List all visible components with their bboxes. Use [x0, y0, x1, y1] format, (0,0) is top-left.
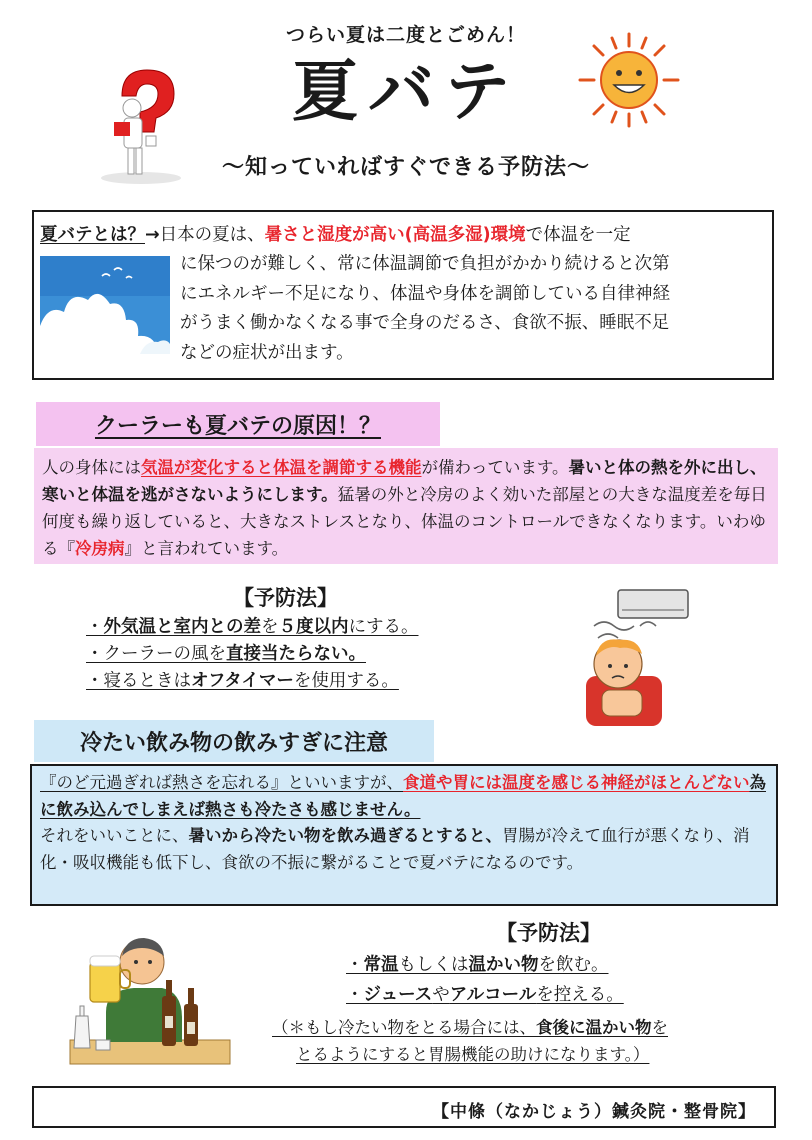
highlight-no-temperature-nerves: 食道や胃には温度を感じる神経がほとんどない: [403, 773, 750, 792]
cold-drinks-section-heading: 冷たい飲み物の飲みすぎに注意: [34, 720, 434, 762]
air-conditioner-cold-person-illustration: [580, 586, 692, 732]
question-mark-man-illustration: [92, 62, 190, 186]
cooler-section-heading: クーラーも夏バテの原因！？: [36, 402, 440, 446]
kicker-text: つらい夏は二度とごめん！: [285, 24, 526, 46]
prevention-2-title: 【予防法】: [496, 921, 601, 945]
highlight-body-temp-function: 気温が変化すると体温を調節する機能: [141, 458, 422, 477]
highlight-hot-humid: 暑さと湿度が高い(高温多湿)環境: [264, 225, 526, 245]
page-title: 夏バテ: [292, 53, 520, 130]
list-item: ・寝るときはオフタイマーを使用する。: [86, 671, 399, 691]
list-item: ・クーラーの風を直接当たらない。: [86, 644, 366, 664]
list-item: ・外気温と室内との差を５度以内にする。: [86, 617, 419, 637]
definition-label: 夏バテとは？: [40, 225, 145, 245]
list-item: ・常温もしくは温かい物を飲む。: [346, 955, 609, 975]
drinking-man-illustration: [66, 926, 236, 1068]
clinic-name: 【中條（なかじょう）鍼灸院・整骨院】: [432, 1102, 756, 1122]
arrow-icon: →: [145, 225, 160, 245]
prevention-1-title: 【予防法】: [233, 586, 338, 610]
definition-line-1: 夏バテとは？→日本の夏は、暑さと湿度が高い(高温多湿)環境で体温を一定: [40, 225, 631, 245]
prevention-1-list: [86, 614, 419, 695]
list-item: ・ジュースやアルコールを控える。: [346, 985, 624, 1005]
summer-fatigue-definition-box: [32, 210, 774, 380]
highlight-reibo-byo: 冷房病: [75, 539, 125, 558]
cooler-section-body: 人の身体には気温が変化すると体温を調節する機能が備わっています。暑いと体の熱を外に出し、寒いと体温を逃がさないようにします。猛暑の外と冷房のよく効いた部屋との大きな温度差を毎日何度も繰り返していると、大きなストレスとなり、体温のコントロールできなくなります。いわゆる『冷房病』と言われています。: [34, 448, 778, 564]
prevention-2-list: [346, 950, 624, 1010]
sky-clouds-illustration: [40, 256, 170, 354]
smiling-sun-illustration: [574, 30, 684, 130]
page-subtitle: ～知っていればすぐできる予防法～: [221, 155, 590, 180]
clinic-footer: [32, 1086, 776, 1128]
definition-body: に保つのが難しく、常に体温調節で負担がかかり続けると次第 にエネルギー不足になり、体温や身体を調節している自律神経 がうまく働かなくなる事で全身のだるさ、食欲不振、睡眠不足 などの症状が出ます。: [180, 254, 670, 363]
prevention-2-note: （＊もし冷たい物をとる場合には、食後に温かい物を とるようにすると胃腸機能の助けになります。）: [272, 1018, 668, 1064]
cold-drinks-section-body: 『のど元過ぎれば熱さを忘れる』といいますが、食道や胃には温度を感じる神経がほとんどない為に飲み込んでしまえば熱さも冷たさも感じません。 それをいいことに、暑いから冷たい物を飲み過ぎるとすると、胃腸が冷えて血行が悪くなり、消化・吸収機能も低下し、食欲の不振に繋がることで夏バテになるのです。: [30, 764, 778, 906]
